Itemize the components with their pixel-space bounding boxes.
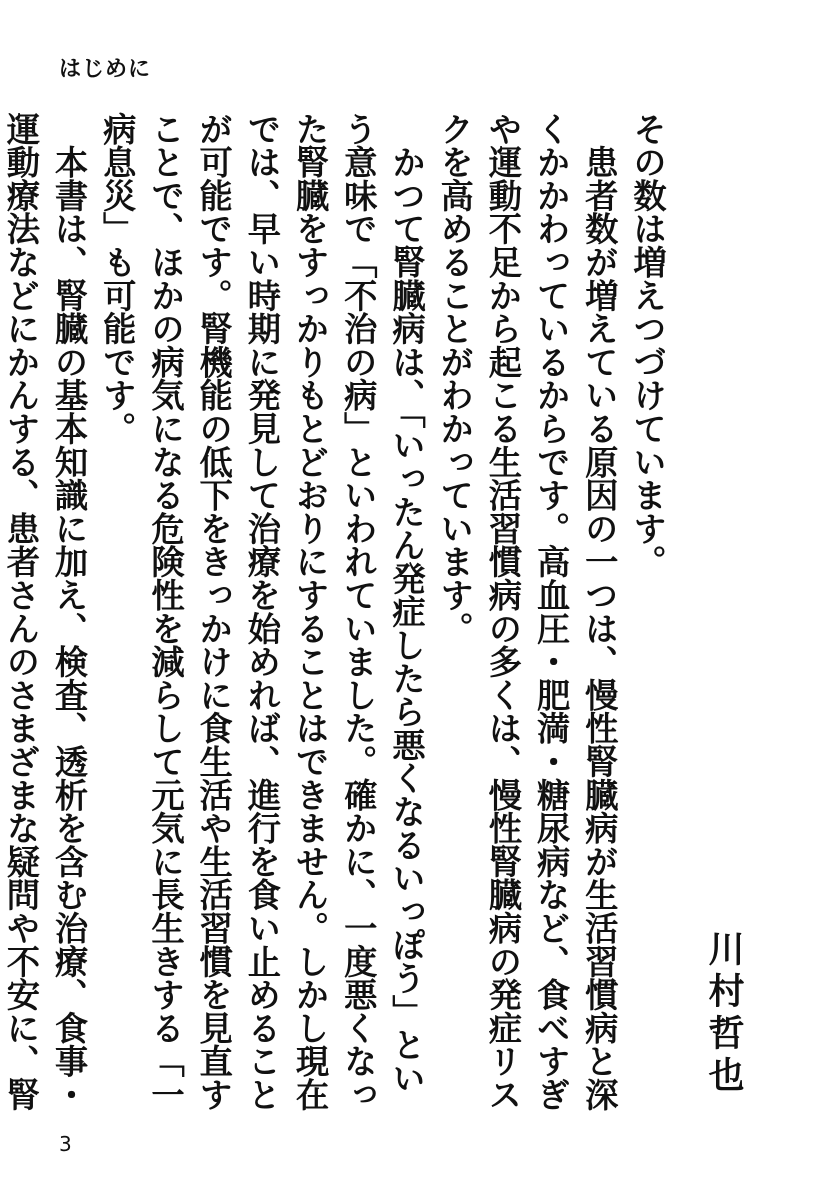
paragraph: かつて腎臓病は、「いったん発症したら悪くなるいっぽう」という意味で「不治の病」といわれていました。確かに、一度悪くなった腎臓をすっかりもとどおりにすることはできません。しかし現在では、早い時期に発見して治療を始めれば、進行を食い止めることが可能です。腎機能の低下をきっかけに食生活や生活習慣を見直すことで、ほかの病気になる危険性を減らして元気に長生きする「一病息災」も可能です。 [97,112,426,1111]
page-number: 3 [59,1132,72,1156]
paragraph: その数は増えつづけています。 [628,112,667,579]
body-text [0,112,671,1112]
paragraph: 患者数が増えている原因の一つは、慢性腎臓病が生活習慣病と深くかかわっているからです。高血圧・肥満・糖尿病など、食べすぎや運動不足から起こる生活習慣病の多くは、慢性腎臓病の発症リスクを高めることがわかっています。 [435,112,619,1111]
author-name: 川村哲也 [703,930,744,1098]
paragraph: 本書は、腎臓の基本知識に加え、検査、透析を含む治療、食事・運動療法などにかんする、患者さんのさまざまな疑問や不安に、腎 [1,112,89,1111]
section-label: はじめに [59,57,152,82]
